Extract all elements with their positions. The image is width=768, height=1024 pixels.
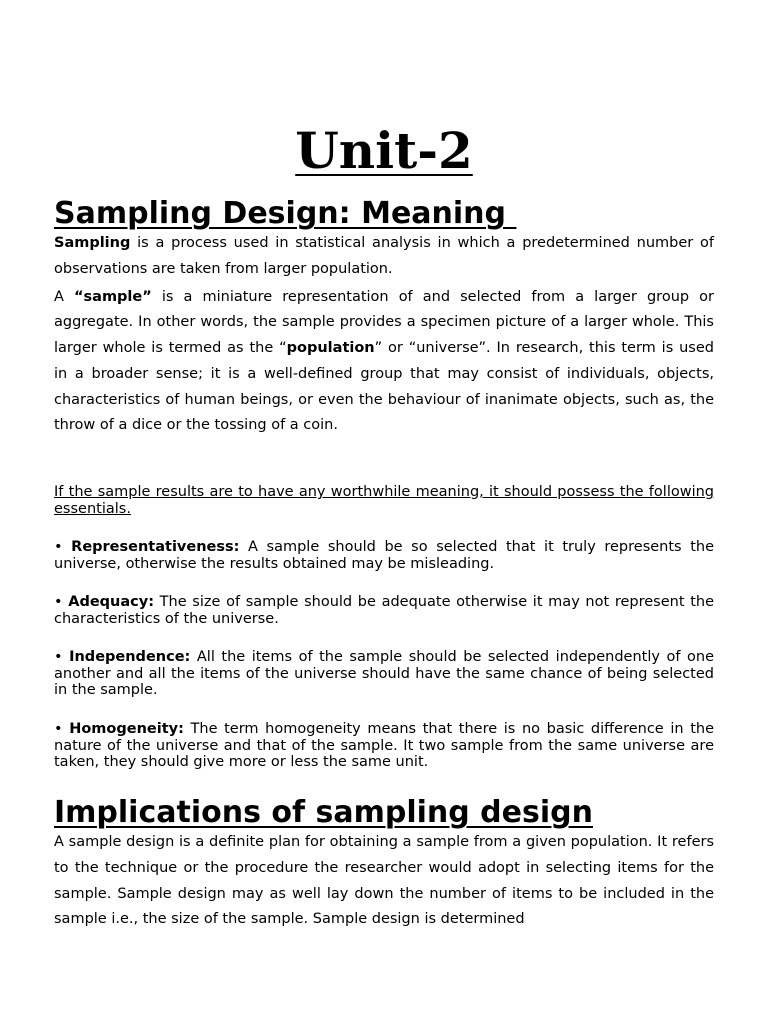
bullet-glyph: • bbox=[54, 539, 72, 555]
essential-item bbox=[54, 649, 714, 699]
bullet-glyph: • bbox=[54, 721, 70, 737]
essential-text: The term homogeneity means that there is no basic difference in the nature of the universe and that of the sample. It two sample from the same universe are taken, they should give more or less the same unit. bbox=[54, 721, 714, 770]
implications-paragraph: A sample design is a definite plan for obtaining a sample from a given population. It refers to the technique or the procedure the researcher would adopt in selecting items for the sample. Sample design may as well lay down the number of items to be included in the sample i.e., the size of the sample. Sample design is determined bbox=[54, 834, 714, 928]
essential-item bbox=[54, 539, 714, 572]
bullet-glyph: • bbox=[54, 594, 69, 610]
sample-text-1: is a miniature representation of and selected from a larger group or aggregate. In other words, the sample provides a specimen picture of a larger whole. This larger whole is termed as the “ bbox=[54, 288, 714, 357]
essential-item bbox=[54, 594, 714, 627]
term-sample: “sample” bbox=[74, 288, 152, 305]
essential-term: Independence: bbox=[69, 649, 191, 665]
term-sampling: Sampling bbox=[54, 235, 131, 251]
essential-term: Representativeness: bbox=[71, 539, 240, 555]
intro-paragraph bbox=[54, 231, 714, 283]
intro-text: is a process used in statistical analysis in which a predetermined number of observations are taken from larger population. bbox=[54, 235, 714, 277]
bullet-glyph: • bbox=[54, 649, 70, 665]
essentials-lead: If the sample results are to have any worthwhile meaning, it should possess the following essentials. bbox=[54, 484, 714, 517]
essential-item bbox=[54, 721, 714, 771]
sample-text-2: ” or “universe”. In research, this term is used in a broader sense; it is a well-defined group that may consist of individuals, objects, characteristics of human beings, or even the behaviour of inanimate objects, such as, the throw of a dice or the tossing of a coin. bbox=[54, 340, 714, 434]
heading-implications-of-sampling-design: Implications of sampling design bbox=[54, 795, 593, 830]
unit-title-text: Unit-2 bbox=[295, 121, 473, 180]
essential-text: All the items of the sample should be selected independently of one another and all the items of the universe should have the same chance of being selected in the sample. bbox=[54, 649, 714, 698]
heading-sampling-design-meaning: Sampling Design: Meaning bbox=[54, 196, 517, 231]
sample-lead: A bbox=[54, 288, 74, 305]
essential-term: Adequacy: bbox=[68, 594, 154, 610]
essential-text: The size of sample should be adequate otherwise it may not represent the characteristics of the universe. bbox=[54, 594, 714, 627]
term-population: population bbox=[286, 340, 375, 357]
essential-term: Homogeneity: bbox=[69, 721, 184, 737]
essential-text: A sample should be so selected that it truly represents the universe, otherwise the results obtained may be misleading. bbox=[54, 539, 714, 572]
unit-title bbox=[54, 118, 714, 184]
sample-definition-paragraph bbox=[54, 285, 714, 440]
